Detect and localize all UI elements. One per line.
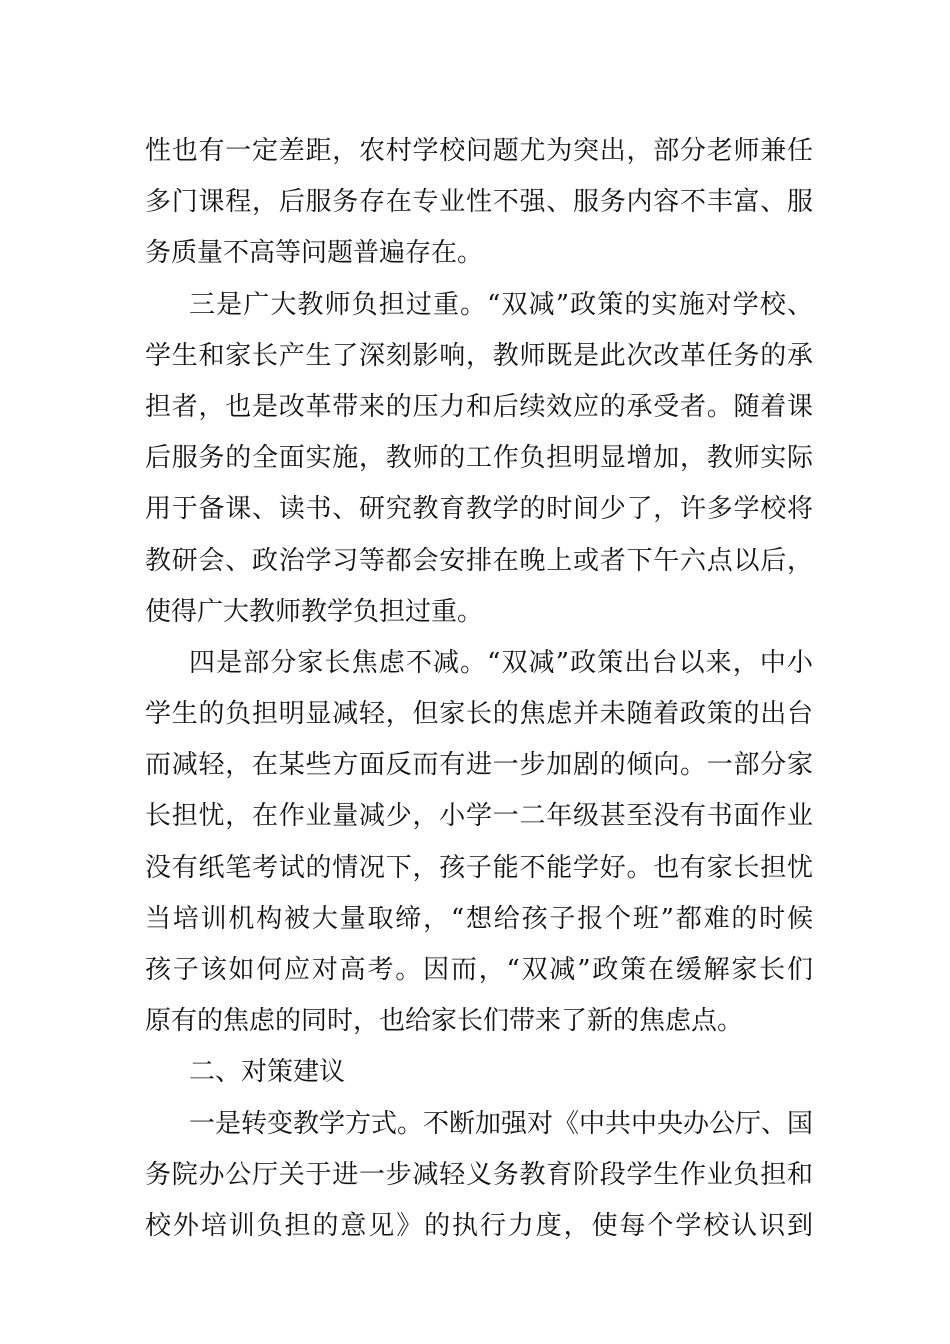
- text-line: 学生的负担明显减轻，但家长的焦虑并未随着政策的出台: [145, 699, 813, 730]
- paragraph-continued: [145, 126, 813, 280]
- text-line: 后服务的全面实施，教师的工作负担明显增加，教师实际: [145, 443, 813, 474]
- text-line: 当培训机构被大量取缔，“想给孩子报个班”都难的时候: [145, 903, 813, 934]
- paragraph-measure-1: [145, 1099, 813, 1253]
- text-line: 原有的焦虑的同时，也给家长们带来了新的焦虑点。: [145, 1006, 744, 1037]
- text-line: 多门课程，后服务存在专业性不强、服务内容不丰富、服: [145, 187, 813, 218]
- text-line: 孩子该如何应对高考。因而，“双减”政策在缓解家长们: [145, 955, 813, 985]
- text-line: 使得广大教师教学负担过重。: [145, 596, 484, 627]
- text-line: 务院办公厅关于进一步减轻义务教育阶段学生作业负担和: [145, 1159, 813, 1190]
- text-line: 性也有一定差距，农村学校问题尤为突出，部分老师兼任: [145, 136, 813, 166]
- text-line: 校外培训负担的意见》的执行力度，使每个学校认识到: [145, 1210, 813, 1241]
- paragraph-point-4: [145, 638, 813, 1048]
- text-line: 长担忧，在作业量减少，小学一二年级甚至没有书面作业: [145, 801, 813, 832]
- text-line: 担者，也是改革带来的压力和后续效应的承受者。随着课: [145, 391, 813, 422]
- heading-line: 二、对策建议: [189, 1057, 346, 1088]
- text-line: 务质量不高等问题普遍存在。: [145, 238, 484, 269]
- text-line: 而减轻，在某些方面反而有进一步加剧的倾向。一部分家: [145, 750, 813, 781]
- paragraph-point-3: [145, 280, 813, 638]
- section-heading: [145, 1047, 813, 1098]
- text-line: 用于备课、读书、研究教育教学的时间少了，许多学校将: [145, 494, 813, 525]
- text-line: 学生和家长产生了深刻影响，教师既是此次改革任务的承: [145, 340, 813, 371]
- document-body: [145, 126, 813, 1252]
- text-line: 教研会、政治学习等都会安排在晚上或者下午六点以后，: [145, 545, 813, 576]
- text-line: 四是部分家长焦虑不减。“双减”政策出台以来，中小: [189, 647, 813, 678]
- text-line: 没有纸笔考试的情况下，孩子能不能学好。也有家长担忧: [145, 852, 813, 883]
- text-line: 三是广大教师负担过重。“双减”政策的实施对学校、: [189, 289, 813, 320]
- text-line: 一是转变教学方式。不断加强对《中共中央办公厅、国: [189, 1108, 814, 1139]
